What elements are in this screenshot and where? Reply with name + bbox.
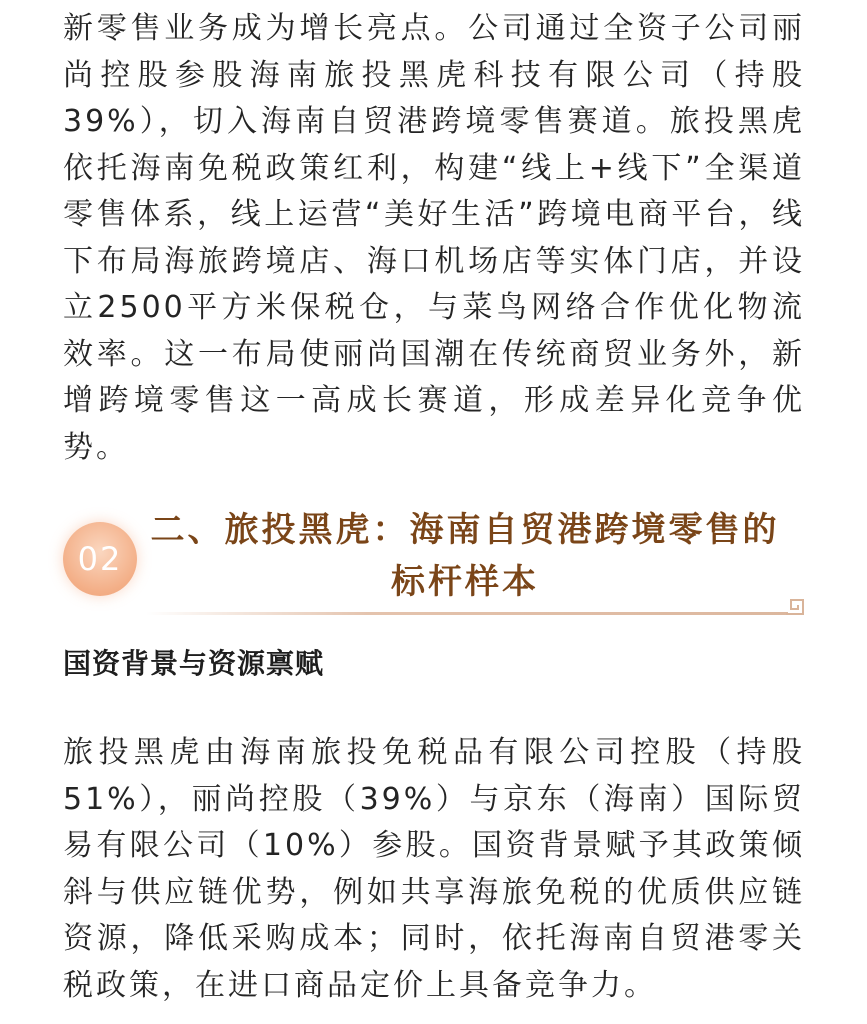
subsection-heading: 国资背景与资源禀赋: [63, 647, 325, 680]
section-header: [0, 496, 867, 626]
section-title: [150, 504, 780, 608]
section-title-line-1: 二、旅投黑虎：海南自贸港跨境零售的: [150, 510, 780, 550]
body-paragraph: 旅投黑虎由海南旅投免税品有限公司控股（持股51%），丽尚控股（39%）与京东（海南）国际贸易有限公司（10%）参股。国资背景赋予其政策倾斜与供应链优势，例如共享海旅免税的优质供应链资源，降低采购成本；同时，依托海南自贸港零关税政策，在进口商品定价上具备竞争力。: [63, 735, 805, 1003]
body-paragraph: 新零售业务成为增长亮点。公司通过全资子公司丽尚控股参股海南旅投黑虎科技有限公司（持股39%），切入海南自贸港跨境零售赛道。旅投黑虎依托海南免税政策红利，构建“线上+线下”全渠道零售体系，线上运营“美好生活”跨境电商平台，线下布局海旅跨境店、海口机场店等实体门店，并设立2500平方米保税仓，与菜鸟网络合作优化物流效率。这一布局使丽尚国潮在传统商贸业务外，新增跨境零售这一高成长赛道，形成差异化竞争优势。: [63, 11, 805, 465]
section-number-badge: 02: [63, 522, 137, 596]
section-divider: [146, 612, 788, 615]
fret-corner-ornament-icon: [785, 598, 805, 618]
section-title-line-2: 标杆样本: [391, 562, 539, 602]
